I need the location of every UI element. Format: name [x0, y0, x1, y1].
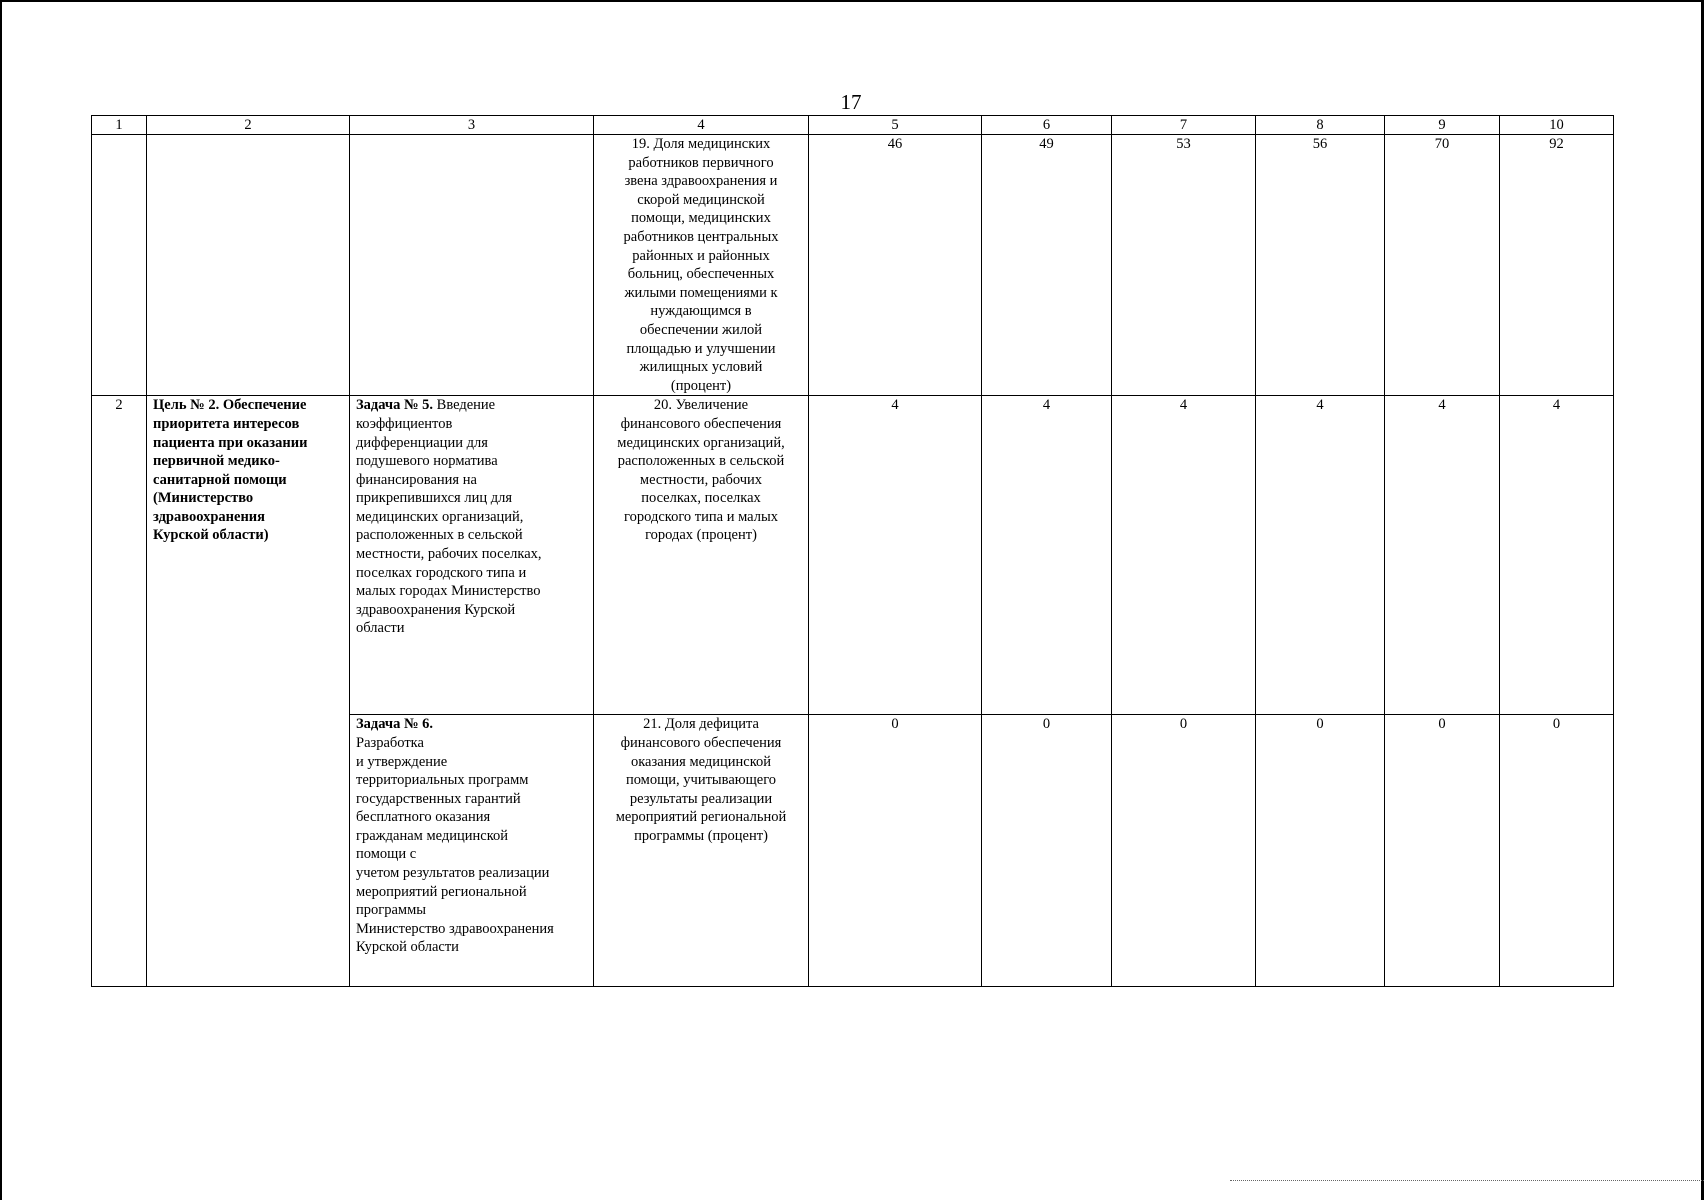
value-cell: 4: [982, 396, 1112, 715]
task-line: Разработка: [356, 734, 424, 751]
indicator-line: жилищных условий: [639, 359, 763, 376]
indicator-line: 20. Увеличение: [653, 397, 749, 414]
indicator-line: поселках, поселках: [641, 490, 761, 507]
indicator-line: оказания медицинской: [630, 753, 772, 770]
indicator-line: медицинских организаций,: [617, 434, 785, 451]
indicator-line: городах (процент): [645, 527, 757, 544]
value-cell: 0: [1256, 715, 1385, 987]
task-line: дифференциации для: [356, 434, 488, 451]
task-line: местности, рабочих поселках,: [356, 546, 542, 563]
task-line: малых городах Министерство: [356, 583, 541, 600]
indicator-line: обеспечении жилой: [639, 321, 763, 338]
value-cell: 56: [1256, 135, 1385, 396]
task-line: поселках городского типа и: [356, 564, 527, 581]
indicator-cell: [594, 715, 809, 987]
value-cell: 53: [1112, 135, 1256, 396]
header-cell: 5: [809, 116, 982, 135]
indicator-line: площадью и улучшении: [626, 340, 776, 357]
indicator-line: жилыми помещениями к: [624, 284, 778, 301]
scan-edge-left: [0, 0, 2, 1200]
scan-edge-bottom: [1230, 1180, 1704, 1182]
value-cell: 0: [809, 715, 982, 987]
task-line: подушевого норматива: [356, 453, 498, 470]
task-line: гражданам медицинской: [356, 827, 509, 844]
indicator-cell: [594, 396, 809, 715]
task-line: Министерство здравоохранения: [356, 920, 554, 937]
goal-line: санитарной помощи: [153, 471, 287, 488]
task-line: помощи с: [356, 846, 417, 863]
value-cell: 46: [809, 135, 982, 396]
value-cell: 92: [1500, 135, 1614, 396]
indicator-line: работников центральных: [623, 228, 779, 245]
row-number-cell: [92, 135, 147, 396]
task-line: прикрепившихся лиц для: [356, 490, 513, 507]
indicator-line: нуждающимся в: [650, 303, 752, 320]
indicators-table: [91, 115, 1614, 987]
task-title-line: [356, 715, 587, 734]
task-cell: [350, 715, 594, 987]
header-cell: 6: [982, 116, 1112, 135]
indicator-line: работников первичного: [628, 154, 774, 171]
task-title: Задача № 6.: [356, 716, 434, 733]
goal-line: пациента при оказании: [153, 434, 308, 451]
indicator-line: помощи, учитывающего: [625, 772, 777, 789]
indicator-line: расположенных в сельской: [617, 453, 785, 470]
task-line: бесплатного оказания: [356, 809, 491, 826]
goal-line: Цель № 2. Обеспечение: [153, 397, 307, 414]
goal-line: (Министерство: [153, 490, 254, 507]
task-line: и утверждение: [356, 753, 448, 770]
indicator-line: программы (процент): [634, 827, 768, 844]
task-line: Курской области: [356, 939, 459, 956]
header-cell: 7: [1112, 116, 1256, 135]
goal-line: здравоохранения: [153, 508, 265, 525]
task-line: расположенных в сельской: [356, 527, 523, 544]
task-cell: [350, 396, 594, 715]
indicator-line: городского типа и малых: [624, 508, 778, 525]
page-number: 17: [840, 90, 862, 114]
value-cell: 4: [1112, 396, 1256, 715]
value-cell: 0: [1112, 715, 1256, 987]
header-cell: 10: [1500, 116, 1614, 135]
indicator-line: скорой медицинской: [637, 191, 765, 208]
indicator-line: 19. Доля медицинских: [631, 136, 771, 152]
header-cell: 2: [147, 116, 350, 135]
task-title-rest: Введение: [433, 397, 496, 414]
task-title: Задача № 5.: [356, 397, 434, 414]
task-line: мероприятий региональной: [356, 883, 527, 900]
value-cell: 70: [1385, 135, 1500, 396]
indicator-cell: [594, 135, 809, 396]
goal-line: первичной медико-: [153, 453, 280, 470]
indicator-line: результаты реализации: [629, 790, 773, 807]
value-cell: 4: [809, 396, 982, 715]
header-row: [92, 116, 1614, 135]
indicator-line: местности, рабочих: [639, 471, 763, 488]
table-row: [92, 396, 1614, 715]
indicator-line: 21. Доля дефицита: [643, 716, 759, 733]
value-cell: 0: [1500, 715, 1614, 987]
goal-line: приоритета интересов: [153, 415, 300, 432]
goal-cell: [147, 396, 350, 987]
table-row: [92, 135, 1614, 396]
value-cell: 4: [1385, 396, 1500, 715]
task-line: учетом результатов реализации: [356, 865, 550, 882]
value-cell: 0: [982, 715, 1112, 987]
indicator-line: помощи, медицинских: [631, 210, 771, 227]
header-cell: 4: [594, 116, 809, 135]
indicator-line: районных и районных: [632, 247, 770, 264]
header-cell: 9: [1385, 116, 1500, 135]
task-line: государственных гарантий: [356, 790, 521, 807]
value-cell: 49: [982, 135, 1112, 396]
task-line: здравоохранения Курской: [356, 601, 516, 618]
value-cell: 4: [1500, 396, 1614, 715]
indicator-line: мероприятий региональной: [615, 809, 787, 826]
row-number-cell: 2: [92, 396, 147, 987]
header-cell: 8: [1256, 116, 1385, 135]
task-line: области: [356, 620, 405, 637]
indicator-line: финансового обеспечения: [620, 415, 782, 432]
indicator-line: финансового обеспечения: [620, 734, 782, 751]
goal-cell: [147, 135, 350, 396]
indicator-line: звена здравоохранения и: [624, 173, 778, 190]
task-line: территориальных программ: [356, 772, 529, 789]
value-cell: 0: [1385, 715, 1500, 987]
task-title-line: [356, 396, 587, 415]
goal-line: Курской области): [153, 527, 269, 544]
header-cell: 1: [92, 116, 147, 135]
task-line: коэффициентов: [356, 415, 453, 432]
scan-edge-top: [0, 0, 1704, 2]
header-cell: 3: [350, 116, 594, 135]
task-cell: [350, 135, 594, 396]
indicator-line: больниц, обеспеченных: [627, 266, 775, 283]
value-cell: 4: [1256, 396, 1385, 715]
task-line: финансирования на: [356, 471, 477, 488]
indicator-line: (процент): [670, 377, 732, 394]
task-line: медицинских организаций,: [356, 508, 524, 525]
task-line: программы: [356, 902, 426, 919]
